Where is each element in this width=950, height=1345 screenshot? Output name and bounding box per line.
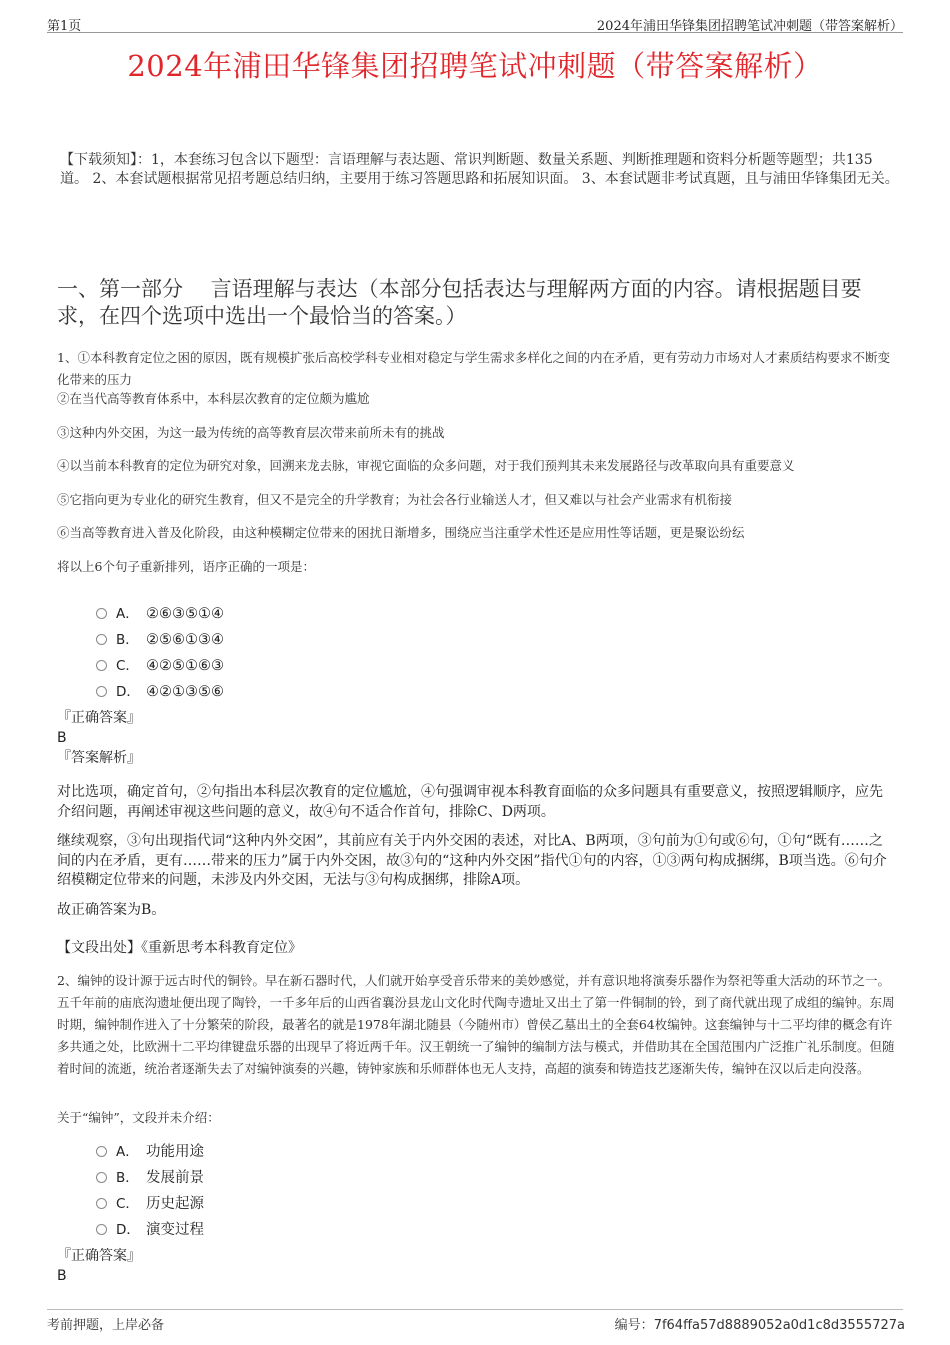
- q1-analysis-para-2: 继续观察，③句出现指代词“这种内外交困”，其前应有关于内外交困的表述，对比A、B两项，③句前为①句或⑥句，①句“既有……之间的内在矛盾，更有……带来的压力”属于内外交困，故③句的“这种内外交困”指代①句的内容，①③两句构成捆绑，B项当选。⑥句介绍模糊定位带来的问题，未涉及内外交困，无法与③句构成捆绑，排除A项。: [57, 833, 887, 888]
- page-header: [47, 14, 903, 33]
- q2-passage: 2、编钟的设计源于远古时代的铜铃。早在新石器时代，人们就开始享受音乐带来的美妙感觉，并有意识地将演奏乐器作为祭祀等重大活动的环节之一。五千年前的庙底沟遗址便出现了陶铃，一千多年后的山西省襄汾县龙山文化时代陶寺遗址又出土了第一件铜制的铃，到了商代就出现了成组的编钟。东周时期，编钟制作进入了十分繁荣的阶段，最著名的就是1978年湖北随县（今随州市）曾侯乙墓出土的全套64枚编钟。这套编钟与十二平均律的概念有许多共通之处，比欧洲十二平均律键盘乐器的出现早了将近两千年。汉王朝统一了编钟的编制方法与模式，并借助其在全国范围内广泛推广礼乐制度。但随着时间的流逝，统治者逐渐失去了对编钟演奏的兴趣，铸钟家族和乐师群体也无人支持，高超的演奏和铸造技艺逐渐失传，编钟在汉以后走向没落。: [57, 973, 895, 1076]
- q2-options: [96, 1139, 204, 1243]
- q1-source: 【文段出处】《重新思考本科教育定位》: [57, 940, 302, 956]
- download-notice: 【下载须知】：1，本套练习包含以下题型：言语理解与表达题、常识判断题、数量关系题、判断推理题和资料分析题等题型；共135道。 2、本套试题根据常见招考题总结归纳，主要用于练习答题思路和拓展知识面。 3、本套试题非考试真题，且与浦田华锋集团无关。: [60, 152, 899, 187]
- radio-icon[interactable]: [96, 686, 107, 697]
- radio-icon[interactable]: [96, 1198, 107, 1209]
- header-doc-title: 2024年浦田华锋集团招聘笔试冲刺题（带答案解析）: [596, 19, 903, 34]
- q1-ask: 将以上6个句子重新排列，语序正确的一项是：: [57, 558, 315, 574]
- radio-icon[interactable]: [96, 634, 107, 645]
- q1-sentence-4: ④以当前本科教育的定位为研究对象，回溯来龙去脉，审视它面临的众多问题，对于我们预判其未来发展路径与改革取向具有重要意义: [57, 458, 795, 473]
- radio-icon[interactable]: [96, 1172, 107, 1183]
- q2-answer-label: 『正确答案』: [57, 1248, 141, 1264]
- q1-sentence-6: ⑥当高等教育进入普及化阶段，由这种模糊定位带来的困扰日渐增多，围绕应当注重学术性还是应用性等话题，更是聚讼纷纭: [57, 525, 745, 540]
- q1-analysis-label: 『答案解析』: [57, 750, 141, 766]
- radio-icon[interactable]: [96, 608, 107, 619]
- page-title: 2024年浦田华锋集团招聘笔试冲刺题（带答案解析）: [127, 49, 823, 83]
- q2-option-b[interactable]: B． 发展前景: [96, 1165, 204, 1191]
- q1-answer-label: 『正确答案』: [57, 710, 141, 726]
- footer-code-label: 编号：: [614, 1318, 654, 1333]
- footer-code-value: 7f64ffa57d8889052a0d1c8d3555727a: [653, 1318, 905, 1333]
- q1-option-b[interactable]: B． ②⑤⑥①③④: [96, 627, 224, 653]
- q1-answer-block: [57, 708, 141, 768]
- radio-icon[interactable]: [96, 1146, 107, 1157]
- q1-options: [96, 601, 224, 705]
- page-number: 第1页: [47, 19, 82, 34]
- q1-option-c[interactable]: C． ④②⑤①⑥③: [96, 653, 224, 679]
- q2-ask: 关于“编钟”，文段并未介绍：: [57, 1110, 220, 1125]
- radio-icon[interactable]: [96, 660, 107, 671]
- q1-sentence-5: ⑤它指向更为专业化的研究生教育，但又不是完全的升学教育；为社会各行业输送人才，但又难以与社会产业需求有机衔接: [57, 491, 733, 507]
- footer-divider: [47, 1309, 903, 1310]
- q1-sentence-1: 1、①本科教育定位之困的原因，既有规模扩张后高校学科专业相对稳定与学生需求多样化之间的内在矛盾，更有劳动力市场对人才素质结构要求不断变化带来的压力: [57, 350, 890, 387]
- q1-answer-value: B: [57, 730, 67, 746]
- q2-option-a[interactable]: A． 功能用途: [96, 1139, 204, 1165]
- q1-sentence-3: ③这种内外交困，为这一最为传统的高等教育层次带来前所未有的挑战: [57, 424, 445, 440]
- q1-option-d[interactable]: D． ④②①③⑤⑥: [96, 679, 224, 705]
- q1-analysis-para-3: 故正确答案为B。: [57, 901, 166, 918]
- q2-answer-block: [57, 1246, 141, 1286]
- q1-sentence-2: ②在当代高等教育体系中，本科层次教育的定位颇为尴尬: [57, 391, 370, 406]
- footer-code: [615, 1314, 905, 1333]
- radio-icon[interactable]: [96, 1224, 107, 1235]
- section-heading: 一、第一部分 言语理解与表达（本部分包括表达与理解两方面的内容。请根据题目要求，在四个选项中选出一个最恰当的答案。）: [57, 277, 862, 328]
- q2-option-d[interactable]: D． 演变过程: [96, 1217, 204, 1243]
- question-2: [57, 970, 902, 1080]
- q1-analysis-para-1: 对比选项，确定首句，②句指出本科层次教育的定位尴尬，④句强调审视本科教育面临的众多问题具有重要意义，按照逻辑顺序，应先介绍问题，再阐述审视这些问题的意义，故④句不适合作首句，排除C、D两项。: [57, 784, 883, 820]
- q1-option-a[interactable]: A． ②⑥③⑤①④: [96, 601, 224, 627]
- q1-analysis: [57, 783, 892, 930]
- q2-answer-value: B: [57, 1268, 67, 1284]
- footer-slogan: 考前押题，上岸必备: [47, 1318, 165, 1333]
- q2-option-c[interactable]: C． 历史起源: [96, 1191, 204, 1217]
- question-1: [57, 347, 902, 589]
